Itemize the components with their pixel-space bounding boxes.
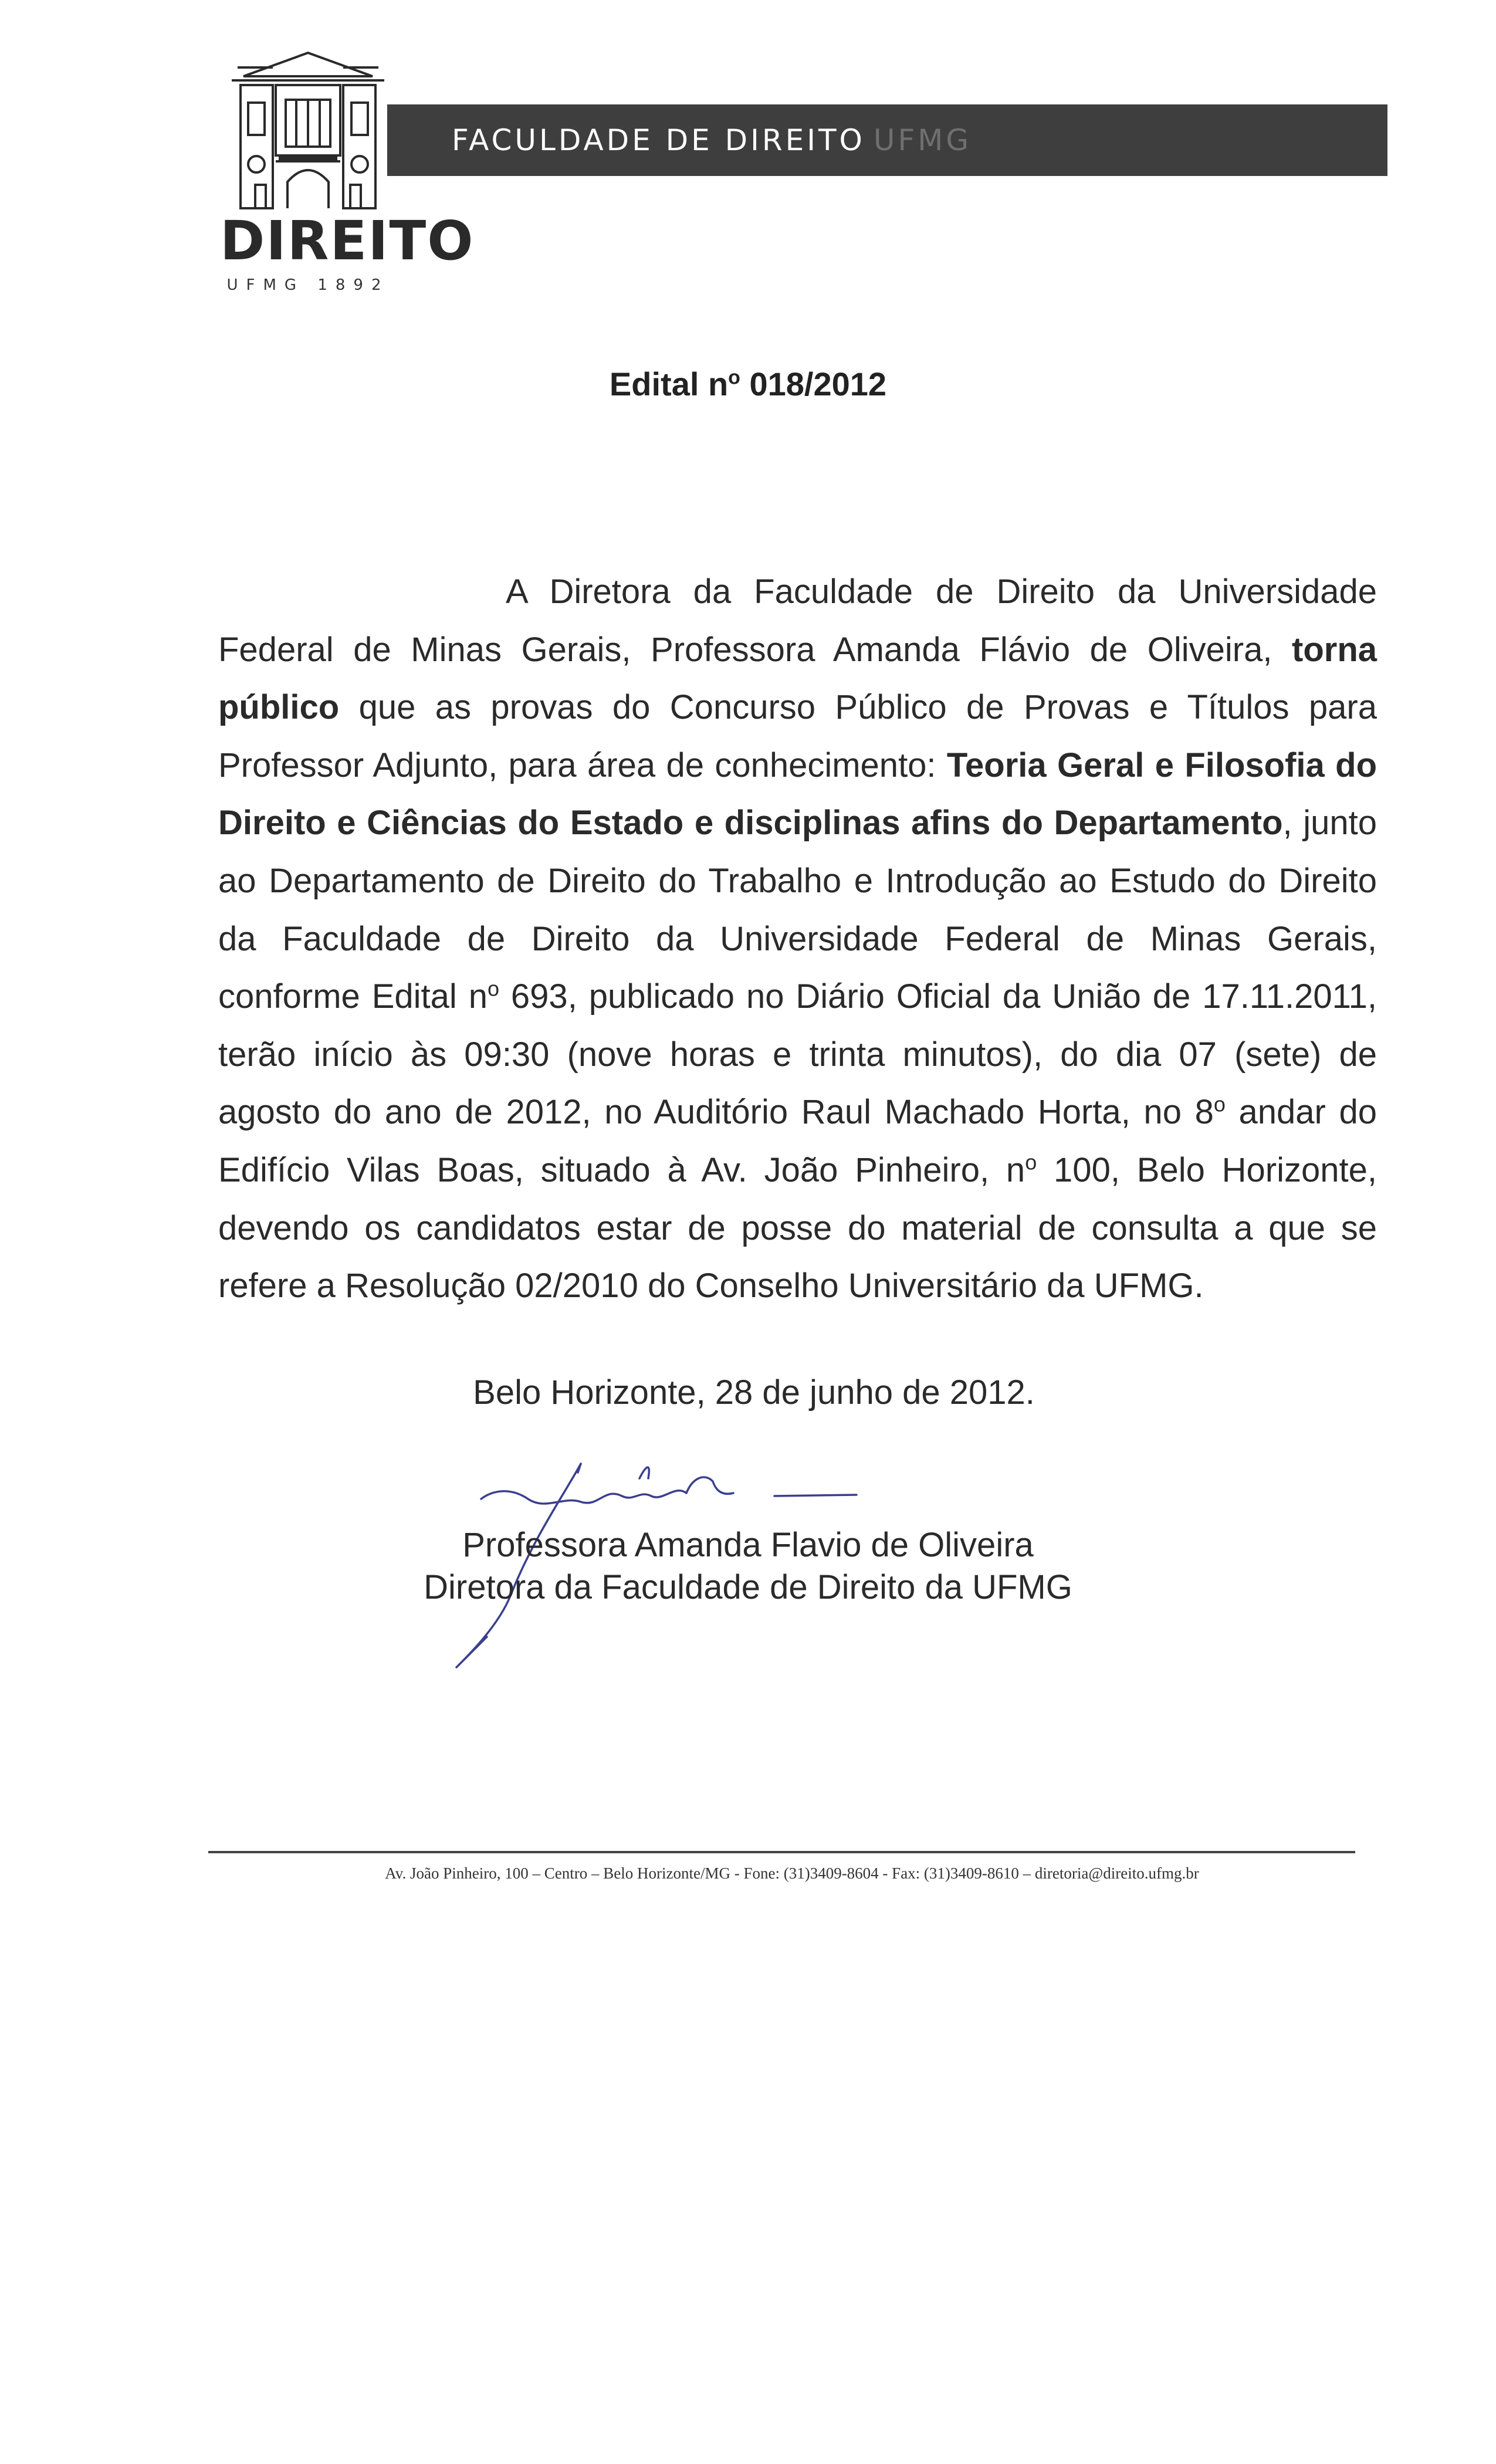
place-date-text: Belo Horizonte, 28 de junho de 2012.: [473, 1373, 1035, 1412]
edital-title: [0, 365, 1496, 403]
body-text-4: 693, publicado no Diário Oficial da União de 17.11.2011, terão início às 09:30 (nove horas e trinta minutos), do dia 07 (sete) de agosto do ano de 2012, no Auditório Raul Machado Horta, no 8: [218, 977, 1377, 1132]
logo-subtitle: UFMG 1892: [226, 276, 390, 294]
banner-faded-text: UFMG: [873, 123, 972, 157]
signatory-name: Professora Amanda Flavio de Oliveira: [462, 1526, 1034, 1564]
banner-title: [452, 123, 972, 157]
place-date: [0, 1373, 1496, 1412]
ordinal-1: o: [487, 976, 499, 1001]
footer-divider: [208, 1851, 1355, 1853]
faculty-logo: [220, 44, 475, 294]
banner-main-text: FACULDADE DE DIREITO: [452, 123, 865, 157]
building-icon: [220, 44, 396, 214]
body-bold-2: Teoria Geral e Filosofia do Direito e Ciências do Estado e disciplinas afins do Departamento: [218, 746, 1377, 842]
title-number: 018/2012: [749, 365, 887, 402]
title-prefix: Edital n: [609, 365, 729, 402]
body-text-5: andar do Edifício Vilas Boas, situado à Av. João Pinheiro, n: [218, 1093, 1377, 1189]
header-banner: [387, 104, 1387, 176]
signatory-role: Diretora da Faculdade de Direito da UFMG: [424, 1568, 1072, 1606]
body-paragraph: [218, 563, 1377, 1315]
logo-wordmark: DIREITO: [220, 209, 475, 272]
handwritten-signature: [446, 1443, 1033, 1690]
title-ordinal: o: [728, 366, 740, 389]
footer-address: Av. João Pinheiro, 100 – Centro – Belo Horizonte/MG - Fone: (31)3409-8604 - Fax: (31)3409-8610 – diretoria@direito.ufmg.br: [385, 1864, 1199, 1882]
edital-body: [218, 563, 1377, 1315]
body-text-3: , junto ao Departamento de Direito do Trabalho e Introdução ao Estudo do Direito da Faculdade de Direito da Universidade Federal de Minas Gerais, conforme Edital n: [218, 804, 1377, 1016]
body-bold-1: torna público: [218, 630, 1377, 727]
ordinal-3: o: [1025, 1150, 1037, 1175]
body-text-1: A Diretora da Faculdade de Direito da Universidade Federal de Minas Gerais, Professora Amanda Flávio de Oliveira,: [218, 573, 1377, 669]
ordinal-2: o: [1213, 1092, 1226, 1117]
body-text-6: 100, Belo Horizonte, devendo os candidatos estar de posse do material de consulta a que se refere a Resolução 02/2010 do Conselho Universitário da UFMG.: [218, 1150, 1377, 1305]
body-text-2: que as provas do Concurso Público de Provas e Títulos para Professor Adjunto, para área de conhecimento:: [218, 688, 1377, 784]
